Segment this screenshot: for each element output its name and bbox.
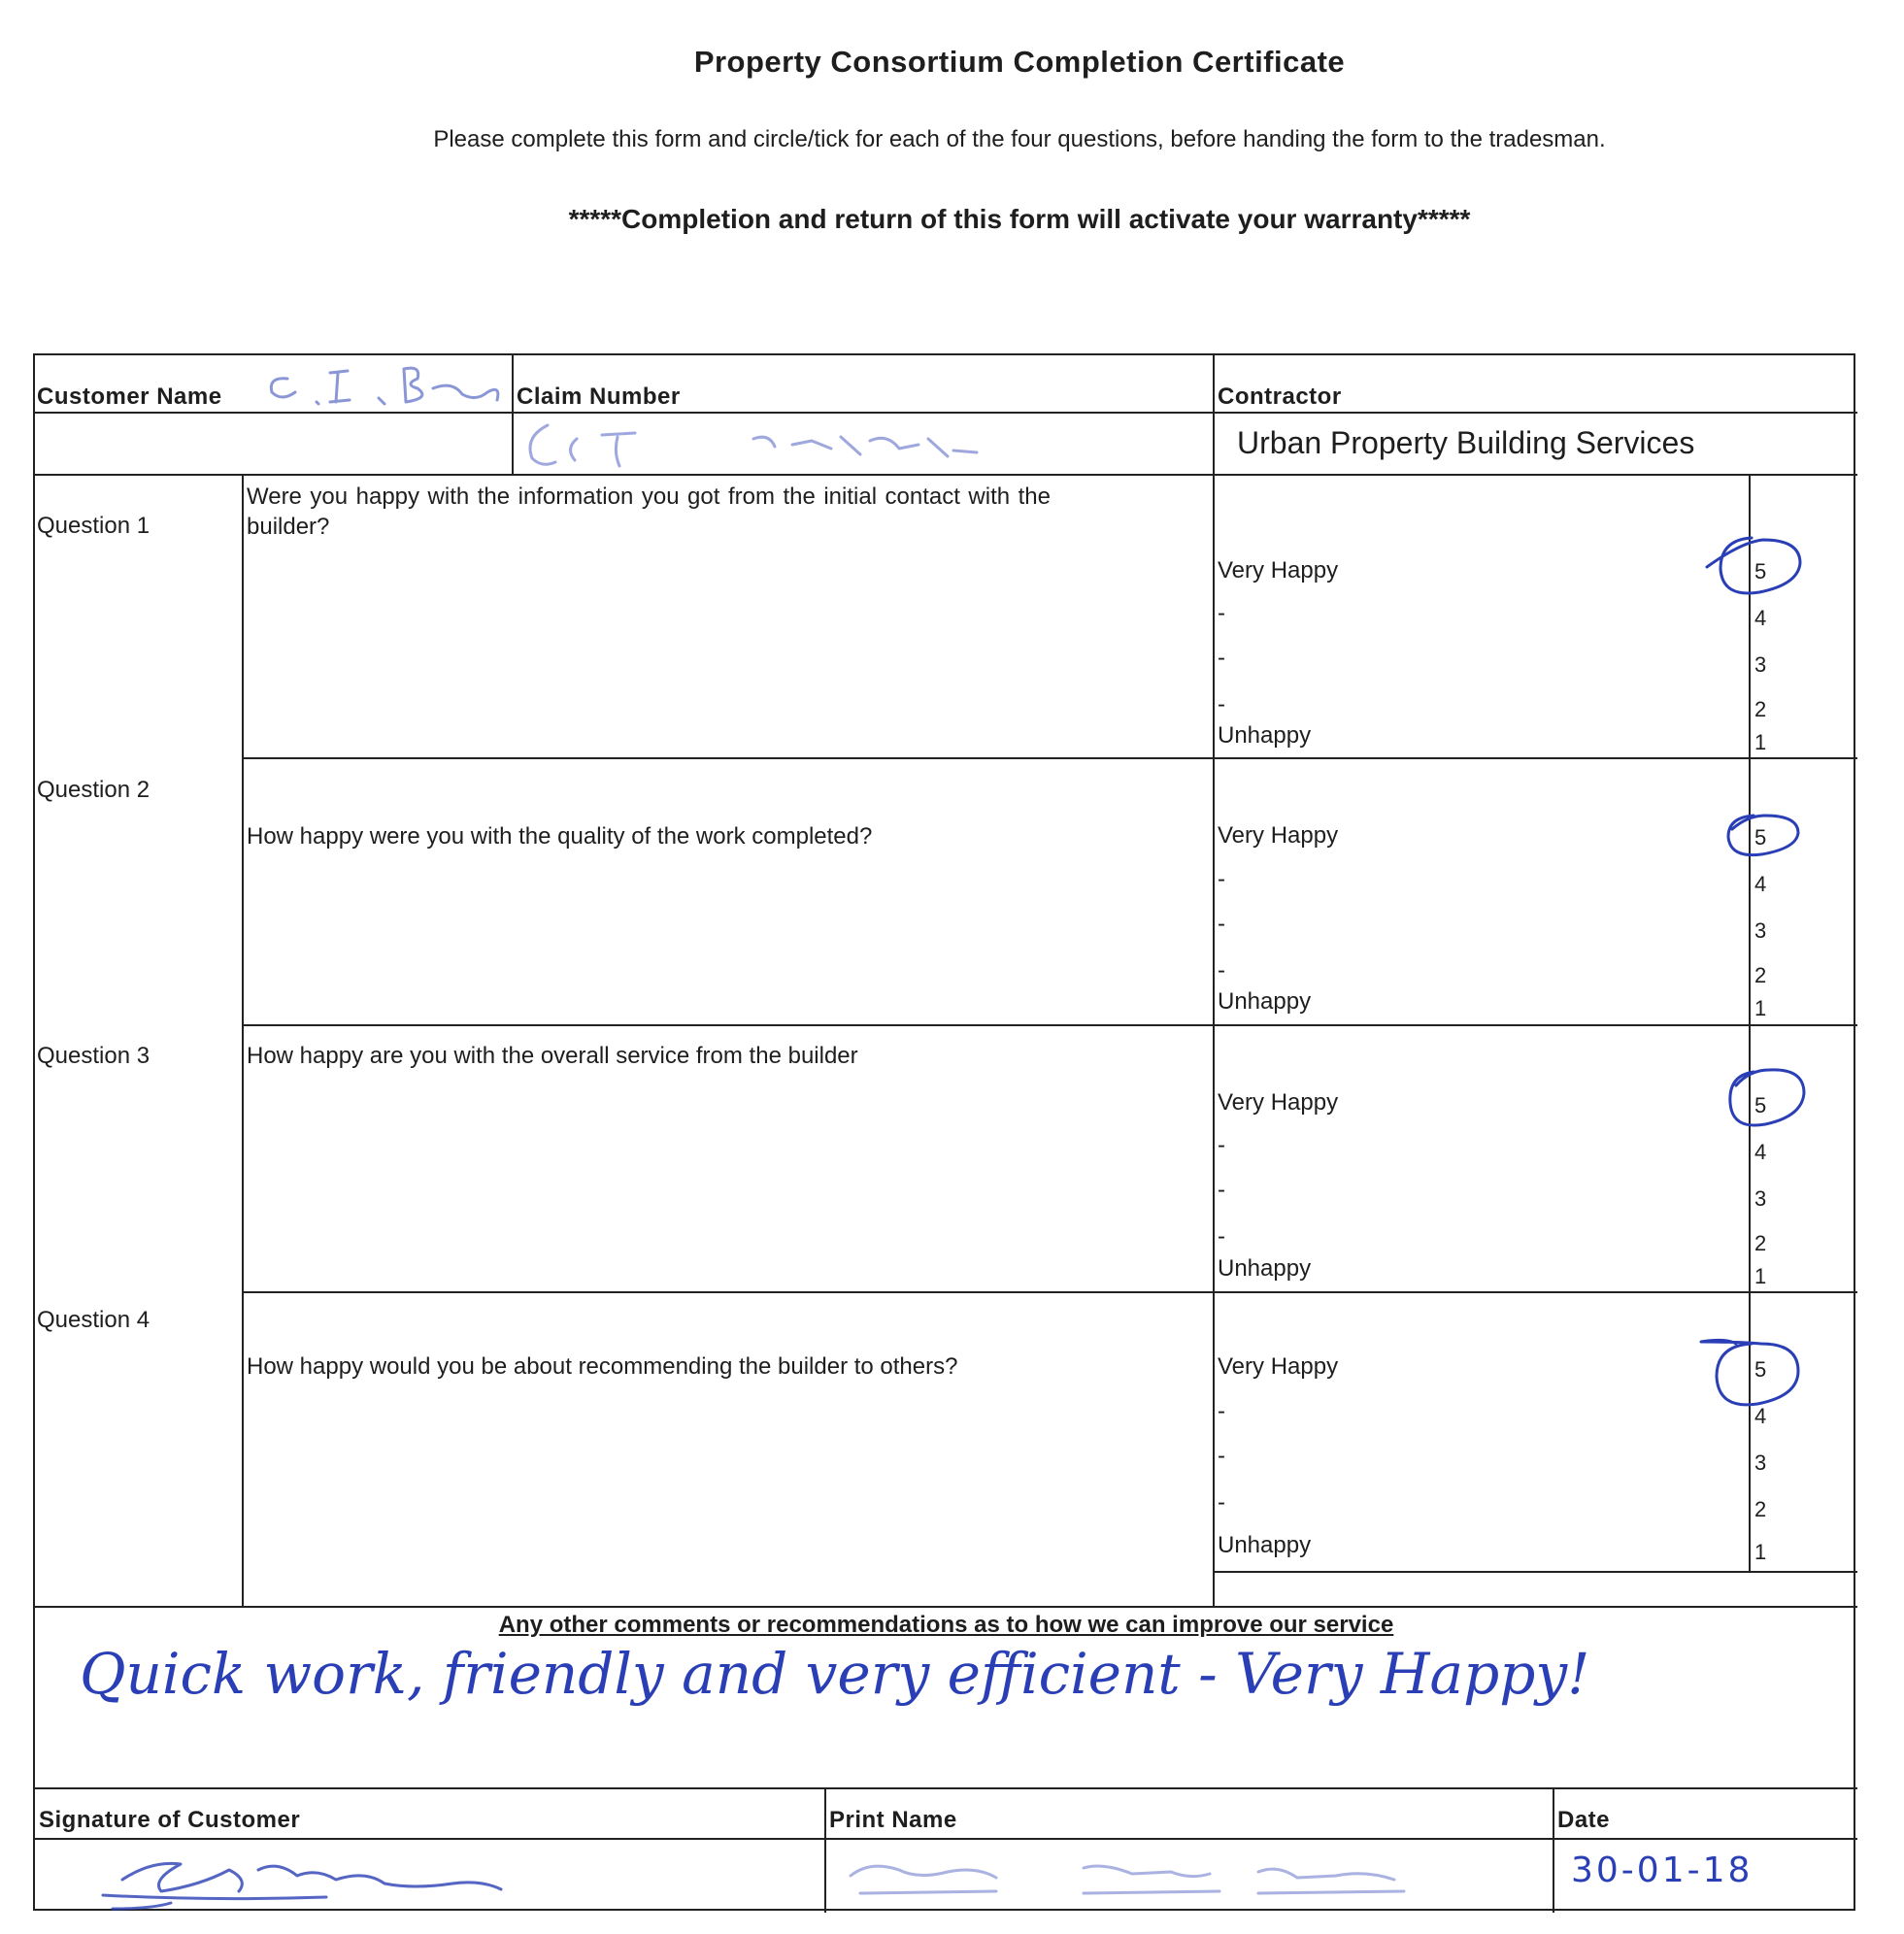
customer-name-label: Customer Name <box>37 383 222 410</box>
question-2-label: Question 2 <box>37 777 150 803</box>
q3-dash-3: - <box>1218 1223 1225 1250</box>
q1-option-4[interactable]: 4 <box>1754 606 1767 630</box>
q4-option-2[interactable]: 2 <box>1754 1497 1767 1521</box>
q2-option-5[interactable]: 5 <box>1754 825 1767 850</box>
q3-option-3[interactable]: 3 <box>1754 1186 1767 1211</box>
q2-very-happy-label: Very Happy <box>1218 822 1339 849</box>
q2-unhappy-label: Unhappy <box>1218 988 1312 1015</box>
contractor-value: Urban Property Building Services <box>1237 425 1695 460</box>
q4-dash-3: - <box>1218 1489 1225 1516</box>
q2-option-2[interactable]: 2 <box>1754 963 1767 987</box>
completion-form <box>33 353 1855 1911</box>
q3-circle-mark <box>1715 1060 1816 1138</box>
q2-dash-3: - <box>1218 957 1225 984</box>
claim-number-label: Claim Number <box>517 383 681 410</box>
q4-option-4[interactable]: 4 <box>1754 1404 1767 1428</box>
warranty-note: *****Completion and return of this form will activate your warranty***** <box>568 204 1471 234</box>
handwritten-comment: Quick work, friendly and very efficient - Very Happy! <box>80 1641 1590 1707</box>
comments-label: Any other comments or recommendations as to how we can improve our service <box>498 1612 1394 1638</box>
question-2-text: How happy were you with the quality of the work completed? <box>247 823 873 850</box>
customer-name-handwriting <box>258 359 511 410</box>
question-4-text: How happy would you be about recommending the builder to others? <box>247 1353 958 1380</box>
question-3-text: How happy are you with the overall service from the builder <box>247 1043 858 1069</box>
contractor-label: Contractor <box>1218 383 1342 410</box>
q2-option-3[interactable]: 3 <box>1754 918 1767 943</box>
q2-circle-mark <box>1715 808 1812 868</box>
q1-option-2[interactable]: 2 <box>1754 697 1767 721</box>
q4-unhappy-label: Unhappy <box>1218 1532 1312 1558</box>
q1-option-3[interactable]: 3 <box>1754 652 1767 677</box>
q3-unhappy-label: Unhappy <box>1218 1255 1312 1282</box>
q1-option-5[interactable]: 5 <box>1754 559 1767 584</box>
q2-dash-2: - <box>1218 911 1225 937</box>
q4-very-happy-label: Very Happy <box>1218 1353 1339 1380</box>
q1-dash-3: - <box>1218 691 1225 717</box>
customer-signature <box>93 1841 540 1911</box>
q4-option-1[interactable]: 1 <box>1754 1540 1767 1564</box>
q4-dash-1: - <box>1218 1398 1225 1424</box>
q2-option-4[interactable]: 4 <box>1754 872 1767 896</box>
q3-option-1[interactable]: 1 <box>1754 1264 1767 1288</box>
print-name-label: Print Name <box>829 1807 957 1833</box>
q4-option-5[interactable]: 5 <box>1754 1357 1767 1382</box>
instructions: Please complete this form and circle/tick for each of the four questions, before handing the form to the tradesman. <box>433 126 1606 152</box>
q3-option-4[interactable]: 4 <box>1754 1140 1767 1164</box>
question-1-text: Were you happy with the information you got from the initial contact with the builder? <box>247 484 1051 540</box>
q1-option-1[interactable]: 1 <box>1754 730 1767 754</box>
question-1-label: Question 1 <box>37 513 150 539</box>
q4-dash-2: - <box>1218 1443 1225 1469</box>
q3-dash-1: - <box>1218 1132 1225 1158</box>
q4-option-3[interactable]: 3 <box>1754 1450 1767 1475</box>
q1-circle-mark <box>1705 530 1812 606</box>
q1-unhappy-label: Unhappy <box>1218 722 1312 749</box>
signature-label: Signature of Customer <box>39 1807 301 1833</box>
q3-option-5[interactable]: 5 <box>1754 1093 1767 1117</box>
q1-dash-2: - <box>1218 645 1225 671</box>
q4-circle-mark <box>1697 1330 1810 1417</box>
q3-very-happy-label: Very Happy <box>1218 1089 1339 1116</box>
date-value: 30-01-18 <box>1571 1851 1754 1890</box>
q2-dash-1: - <box>1218 866 1225 892</box>
date-label: Date <box>1557 1807 1611 1833</box>
print-name-handwriting <box>841 1847 1443 1903</box>
q1-dash-1: - <box>1218 600 1225 626</box>
question-4-label: Question 4 <box>37 1307 150 1333</box>
q3-option-2[interactable]: 2 <box>1754 1231 1767 1255</box>
q3-dash-2: - <box>1218 1177 1225 1203</box>
claim-number-handwriting <box>520 416 1025 472</box>
question-3-label: Question 3 <box>37 1043 150 1069</box>
q2-option-1[interactable]: 1 <box>1754 996 1767 1020</box>
q1-very-happy-label: Very Happy <box>1218 557 1339 584</box>
page-title: Property Consortium Completion Certificate <box>693 45 1346 79</box>
